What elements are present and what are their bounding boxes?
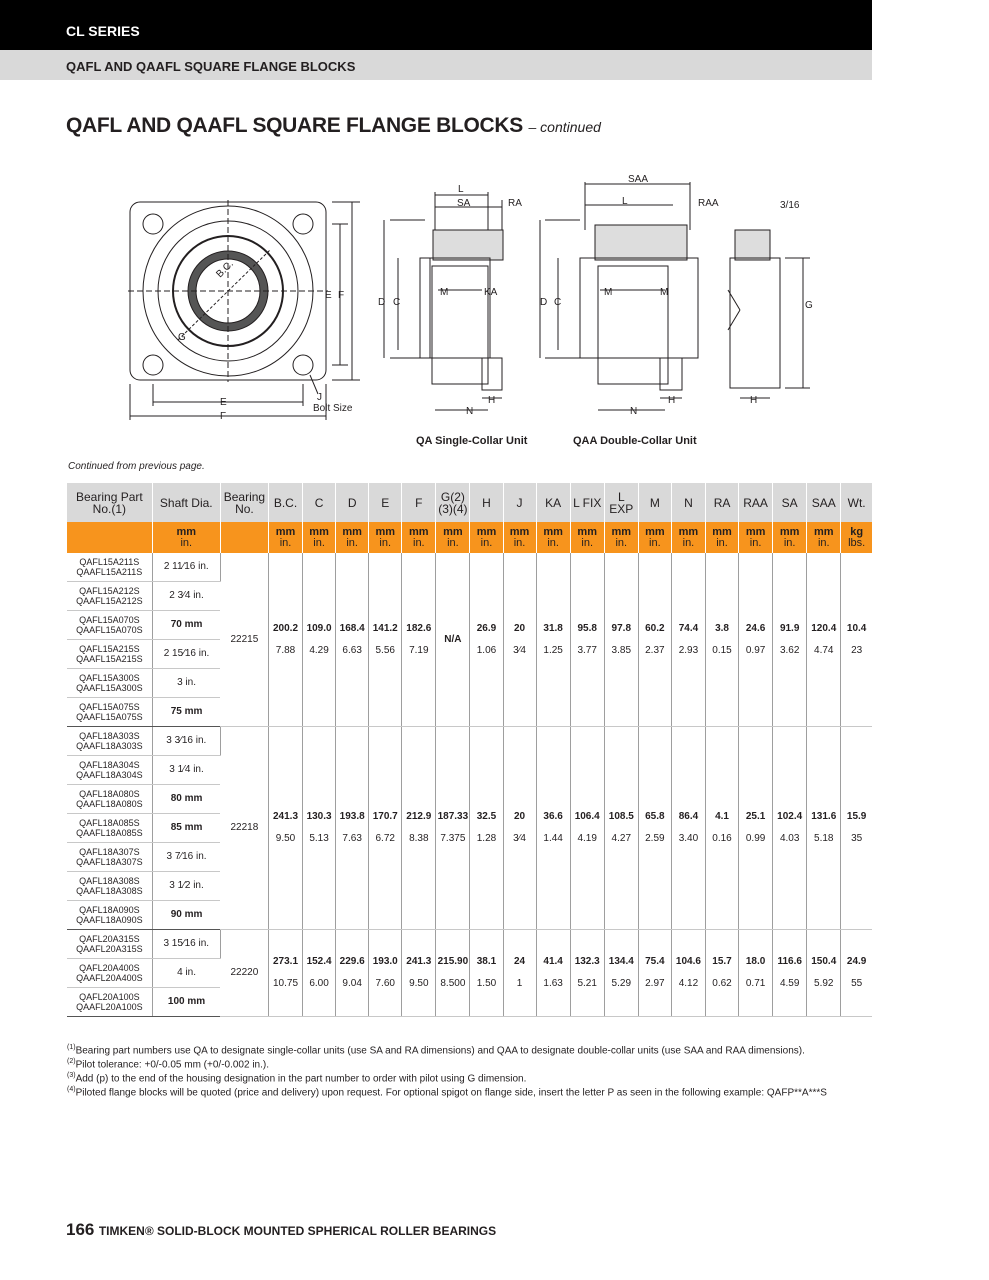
label-h-qa: H bbox=[488, 395, 496, 406]
title-continued: – continued bbox=[528, 119, 601, 135]
unit-cell: mm in. bbox=[570, 522, 604, 553]
unit-cell: mm in. bbox=[268, 522, 302, 553]
part-number-cell: QAFL18A303S QAAFL18A303S bbox=[67, 727, 152, 756]
dimension-cell: 152.4 6.00 bbox=[303, 930, 336, 1017]
column-header: B.C. bbox=[268, 483, 302, 522]
column-header: F bbox=[402, 483, 436, 522]
column-header: L FIX bbox=[570, 483, 604, 522]
dimension-cell: 75.4 2.97 bbox=[638, 930, 671, 1017]
part-number-cell: QAFL18A085S QAAFL18A085S bbox=[67, 814, 152, 843]
label-m-qa: M bbox=[440, 287, 449, 298]
page-footer bbox=[66, 1220, 496, 1240]
label-l-qa: L bbox=[458, 184, 464, 195]
dimension-cell: 215.90 8.500 bbox=[436, 930, 470, 1017]
dimension-cell: 170.7 6.72 bbox=[369, 727, 402, 930]
part-number-cell: QAFL18A080S QAAFL18A080S bbox=[67, 785, 152, 814]
series-banner bbox=[0, 0, 872, 50]
part-number-cell: QAFL15A300S QAAFL15A300S bbox=[67, 669, 152, 698]
column-header: J bbox=[503, 483, 536, 522]
part-number-cell: QAFL15A215S QAAFL15A215S bbox=[67, 640, 152, 669]
header-row bbox=[67, 483, 872, 522]
shaft-dia-cell: 3 7⁄16 in. bbox=[152, 843, 220, 872]
table-row bbox=[67, 727, 872, 756]
label-e-bottom: E bbox=[220, 397, 227, 408]
column-header: RA bbox=[705, 483, 738, 522]
table-row bbox=[67, 553, 872, 582]
column-header: Bearing Part No.(1) bbox=[67, 483, 152, 522]
part-number-cell: QAFL15A070S QAAFL15A070S bbox=[67, 611, 152, 640]
label-m-qaa-1: M bbox=[604, 287, 613, 298]
part-number-cell: QAFL20A400S QAAFL20A400S bbox=[67, 959, 152, 988]
shaft-dia-cell: 2 3⁄4 in. bbox=[152, 582, 220, 611]
dimensions-table bbox=[67, 483, 872, 1017]
column-header: G(2)(3)(4) bbox=[436, 483, 470, 522]
dimension-cell: 104.6 4.12 bbox=[671, 930, 705, 1017]
dimension-cell: 187.33 7.375 bbox=[436, 727, 470, 930]
label-3-16: 3/16 bbox=[780, 200, 800, 211]
column-header: KA bbox=[536, 483, 570, 522]
dimension-cell: 200.2 7.88 bbox=[268, 553, 302, 727]
label-h-side: H bbox=[750, 395, 758, 406]
dimension-cell: 15.7 0.62 bbox=[705, 930, 738, 1017]
shaft-dia-cell: 85 mm bbox=[152, 814, 220, 843]
part-number-cell: QAFL15A075S QAAFL15A075S bbox=[67, 698, 152, 727]
footnote: $^{(1)}$Bearing part numbers use QA to designate single-collar units (use SA and RA dimensions) and QAA to designate double-collar units (use SAA and RAA dimensions). bbox=[67, 1044, 805, 1057]
label-saa: SAA bbox=[628, 174, 649, 185]
column-header: M bbox=[638, 483, 671, 522]
label-bc: B.C. bbox=[214, 258, 236, 281]
column-header: Shaft Dia. bbox=[152, 483, 220, 522]
bearing-no-cell: 22215 bbox=[220, 553, 268, 727]
label-ka: KA bbox=[484, 287, 498, 298]
dimension-cell: 91.9 3.62 bbox=[773, 553, 807, 727]
series-label: CL SERIES bbox=[66, 23, 140, 39]
label-sa: SA bbox=[457, 198, 471, 209]
qaa-caption: QAA Double-Collar Unit bbox=[573, 435, 697, 447]
continued-note: Continued from previous page. bbox=[68, 461, 205, 472]
shaft-dia-cell: 80 mm bbox=[152, 785, 220, 814]
unit-cell: mm in. bbox=[773, 522, 807, 553]
label-ra: RA bbox=[508, 198, 522, 209]
unit-cell: mm in. bbox=[336, 522, 369, 553]
dimension-cell: 241.3 9.50 bbox=[402, 930, 436, 1017]
dimension-cell: 120.4 4.74 bbox=[807, 553, 841, 727]
label-c-qaa: C bbox=[554, 297, 562, 308]
shaft-dia-cell: 4 in. bbox=[152, 959, 220, 988]
dimension-cell: 134.4 5.29 bbox=[604, 930, 638, 1017]
footnote: $^{(2)}$Pilot tolerance: +0/-0.05 mm (+0/-0.002 in.). bbox=[67, 1058, 269, 1071]
shaft-dia-cell: 100 mm bbox=[152, 988, 220, 1017]
part-number-cell: QAFL15A212S QAAFL15A212S bbox=[67, 582, 152, 611]
part-number-cell: QAFL18A304S QAAFL18A304S bbox=[67, 756, 152, 785]
dimension-cell: 116.6 4.59 bbox=[773, 930, 807, 1017]
footnote: $^{(4)}$Piloted flange blocks will be quoted (price and delivery) upon request. For optional spigot on flange side, insert the letter P as seen in the following example: QAFP**A***S bbox=[67, 1086, 827, 1099]
label-g-front: G bbox=[178, 332, 186, 343]
dimension-cell: 193.0 7.60 bbox=[369, 930, 402, 1017]
label-d-qa: D bbox=[378, 297, 386, 308]
dimension-cell: 95.8 3.77 bbox=[570, 553, 604, 727]
column-header: N bbox=[671, 483, 705, 522]
part-number-cell: QAFL20A100S QAAFL20A100S bbox=[67, 988, 152, 1017]
shaft-dia-cell: 90 mm bbox=[152, 901, 220, 930]
label-n-qaa: N bbox=[630, 406, 638, 417]
dimension-cell: 18.0 0.71 bbox=[739, 930, 773, 1017]
dimension-cell: 130.3 5.13 bbox=[303, 727, 336, 930]
dimension-cell: 60.2 2.37 bbox=[638, 553, 671, 727]
title-main: QAFL AND QAAFL SQUARE FLANGE BLOCKS bbox=[66, 114, 523, 137]
page-number: 166 bbox=[66, 1220, 95, 1239]
unit-cell: mm in. bbox=[303, 522, 336, 553]
label-j: J bbox=[317, 392, 322, 403]
shaft-dia-cell: 3 15⁄16 in. bbox=[152, 930, 220, 959]
unit-cell bbox=[220, 522, 268, 553]
dimension-cell: 273.1 10.75 bbox=[268, 930, 302, 1017]
bearing-no-cell: 22218 bbox=[220, 727, 268, 930]
column-header: Bearing No. bbox=[220, 483, 268, 522]
part-number-cell: QAFL18A307S QAAFL18A307S bbox=[67, 843, 152, 872]
label-m-qaa-2: M bbox=[660, 287, 669, 298]
shaft-dia-cell: 2 11⁄16 in. bbox=[152, 553, 220, 582]
dimension-cell: 38.1 1.50 bbox=[470, 930, 503, 1017]
dimension-cell: 10.4 23 bbox=[841, 553, 872, 727]
footnote: $^{(3)}$Add (p) to the end of the housing designation in the part number to order with pilot using G dimension. bbox=[67, 1072, 527, 1085]
dimension-cell: 108.5 4.27 bbox=[604, 727, 638, 930]
label-d-qaa: D bbox=[540, 297, 548, 308]
dimension-cell: 36.6 1.44 bbox=[536, 727, 570, 930]
unit-cell: mm in. bbox=[436, 522, 470, 553]
dimension-cell: 182.6 7.19 bbox=[402, 553, 436, 727]
label-c-qa: C bbox=[393, 297, 401, 308]
dimension-cell: 15.9 35 bbox=[841, 727, 872, 930]
unit-cell: mm in. bbox=[739, 522, 773, 553]
dimension-cell: 74.4 2.93 bbox=[671, 553, 705, 727]
shaft-dia-cell: 2 15⁄16 in. bbox=[152, 640, 220, 669]
dimension-cell: 241.3 9.50 bbox=[268, 727, 302, 930]
dimension-cell: 141.2 5.56 bbox=[369, 553, 402, 727]
dimension-cell: 131.6 5.18 bbox=[807, 727, 841, 930]
label-raa: RAA bbox=[698, 198, 719, 209]
unit-cell: mm in. bbox=[369, 522, 402, 553]
section-label: QAFL AND QAAFL SQUARE FLANGE BLOCKS bbox=[66, 59, 356, 74]
column-header: L EXP bbox=[604, 483, 638, 522]
dimension-cell: 20 3⁄4 bbox=[503, 727, 536, 930]
unit-cell: mm in. bbox=[536, 522, 570, 553]
label-e-right: E bbox=[325, 290, 332, 301]
dimension-cell: 25.1 0.99 bbox=[739, 727, 773, 930]
dimension-cell: 168.4 6.63 bbox=[336, 553, 369, 727]
unit-cell: mm in. bbox=[638, 522, 671, 553]
dimension-cell: 24.9 55 bbox=[841, 930, 872, 1017]
dimension-cell: 4.1 0.16 bbox=[705, 727, 738, 930]
dimension-cell: N/A bbox=[436, 553, 470, 727]
column-header: SA bbox=[773, 483, 807, 522]
dimension-cell: 109.0 4.29 bbox=[303, 553, 336, 727]
dimension-cell: 97.8 3.85 bbox=[604, 553, 638, 727]
column-header: E bbox=[369, 483, 402, 522]
column-header: SAA bbox=[807, 483, 841, 522]
qa-caption: QA Single-Collar Unit bbox=[416, 435, 528, 447]
page-title bbox=[66, 114, 601, 138]
dimension-cell: 86.4 3.40 bbox=[671, 727, 705, 930]
dimension-cell: 193.8 7.63 bbox=[336, 727, 369, 930]
dimension-cell: 132.3 5.21 bbox=[570, 930, 604, 1017]
section-banner bbox=[0, 50, 872, 80]
shaft-dia-cell: 3 1⁄2 in. bbox=[152, 872, 220, 901]
part-number-cell: QAFL18A090S QAAFL18A090S bbox=[67, 901, 152, 930]
dimension-cell: 26.9 1.06 bbox=[470, 553, 503, 727]
column-header: D bbox=[336, 483, 369, 522]
unit-cell: mm in. bbox=[503, 522, 536, 553]
dimension-cell: 24 1 bbox=[503, 930, 536, 1017]
dimension-cell: 32.5 1.28 bbox=[470, 727, 503, 930]
label-g-side: G bbox=[805, 300, 813, 311]
dimension-cell: 65.8 2.59 bbox=[638, 727, 671, 930]
unit-cell: mm in. bbox=[604, 522, 638, 553]
dimension-cell: 229.6 9.04 bbox=[336, 930, 369, 1017]
dimension-cell: 212.9 8.38 bbox=[402, 727, 436, 930]
column-header: RAA bbox=[739, 483, 773, 522]
shaft-dia-cell: 3 in. bbox=[152, 669, 220, 698]
label-f-right: F bbox=[338, 290, 345, 301]
shaft-dia-cell: 70 mm bbox=[152, 611, 220, 640]
dimension-cell: 20 3⁄4 bbox=[503, 553, 536, 727]
unit-cell: mm in. bbox=[705, 522, 738, 553]
part-number-cell: QAFL20A315S QAAFL20A315S bbox=[67, 930, 152, 959]
label-f-bottom: F bbox=[220, 411, 227, 422]
part-number-cell: QAFL15A211S QAAFL15A211S bbox=[67, 553, 152, 582]
unit-cell: mm in. bbox=[152, 522, 220, 553]
dimension-cell: 31.8 1.25 bbox=[536, 553, 570, 727]
label-n-qa: N bbox=[466, 406, 474, 417]
dimension-cell: 102.4 4.03 bbox=[773, 727, 807, 930]
part-number-cell: QAFL18A308S QAAFL18A308S bbox=[67, 872, 152, 901]
shaft-dia-cell: 3 1⁄4 in. bbox=[152, 756, 220, 785]
unit-cell bbox=[67, 522, 152, 553]
unit-cell: mm in. bbox=[671, 522, 705, 553]
column-header: C bbox=[303, 483, 336, 522]
dimension-cell: 41.4 1.63 bbox=[536, 930, 570, 1017]
table-row bbox=[67, 930, 872, 959]
dimension-cell: 106.4 4.19 bbox=[570, 727, 604, 930]
unit-cell: kg lbs. bbox=[841, 522, 872, 553]
column-header: Wt. bbox=[841, 483, 872, 522]
label-h-qaa: H bbox=[668, 395, 676, 406]
footer-text: TIMKEN® SOLID-BLOCK MOUNTED SPHERICAL ROLLER BEARINGS bbox=[98, 1224, 497, 1238]
label-bolt-size: Bolt Size bbox=[313, 403, 353, 414]
bearing-no-cell: 22220 bbox=[220, 930, 268, 1017]
dimension-cell: 3.8 0.15 bbox=[705, 553, 738, 727]
shaft-dia-cell: 75 mm bbox=[152, 698, 220, 727]
shaft-dia-cell: 3 3⁄16 in. bbox=[152, 727, 220, 756]
unit-cell: mm in. bbox=[807, 522, 841, 553]
dimension-cell: 24.6 0.97 bbox=[739, 553, 773, 727]
label-l-qaa: L bbox=[622, 196, 628, 207]
unit-cell: mm in. bbox=[402, 522, 436, 553]
technical-drawing bbox=[120, 170, 820, 460]
column-header: H bbox=[470, 483, 503, 522]
units-row bbox=[67, 522, 872, 553]
dimension-cell: 150.4 5.92 bbox=[807, 930, 841, 1017]
unit-cell: mm in. bbox=[470, 522, 503, 553]
